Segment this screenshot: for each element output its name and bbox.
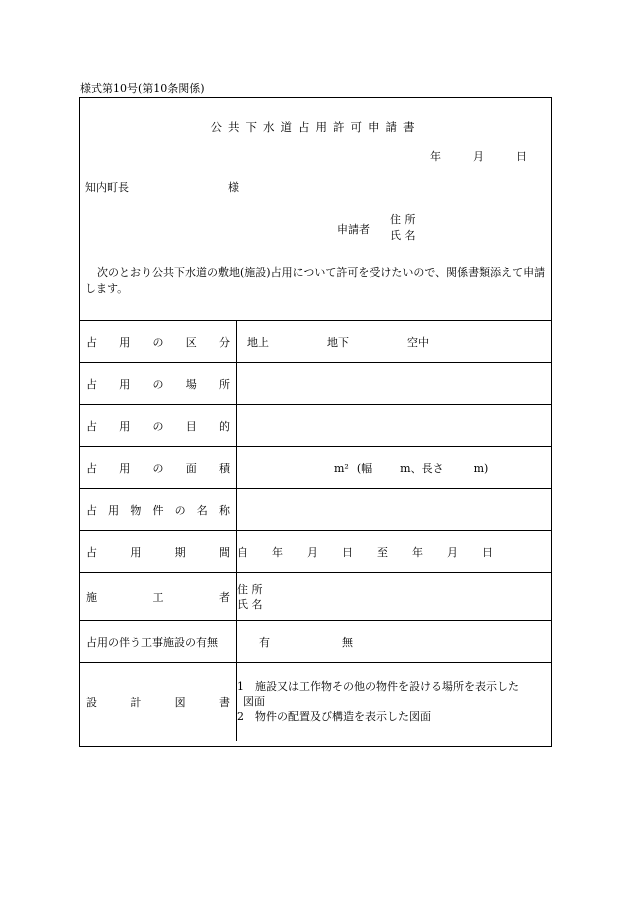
construction-facility-label: 占用の伴う工事施設の有無 — [86, 635, 218, 649]
addressee: 知内町長 — [85, 181, 129, 194]
table-row — [79, 321, 552, 363]
occupancy-place-label: 占 用 の 場 所 — [86, 377, 230, 391]
occupancy-area-field[interactable] — [237, 447, 553, 489]
occupancy-area-label: 占 用 の 面 積 — [86, 461, 230, 475]
table-row — [79, 531, 552, 573]
design-drawings-field — [237, 663, 553, 741]
area-close: m) — [473, 461, 489, 475]
width-label: (幅 — [356, 461, 373, 475]
day-label: 日 — [516, 150, 527, 163]
option-no[interactable]: 無 — [342, 635, 353, 649]
option-above-ground[interactable]: 地上 — [247, 335, 269, 349]
object-name-label: 占 用 物 件 の 名 称 — [86, 503, 230, 517]
construction-facility-field[interactable] — [237, 621, 553, 663]
occupancy-type-field[interactable] — [237, 321, 553, 363]
applicant-address-label: 住 所 — [390, 213, 416, 226]
option-airspace[interactable]: 空中 — [407, 335, 429, 349]
drawing-item-2: 2 物件の配置及び構造を表示した図面 — [237, 710, 431, 724]
table-row — [79, 621, 552, 663]
option-yes[interactable]: 有 — [259, 635, 270, 649]
applicant-name-label: 氏 名 — [390, 229, 416, 242]
applicant-label: 申請者 — [337, 223, 370, 236]
table-row — [79, 573, 552, 621]
from-label: 自 — [237, 545, 248, 559]
honorific: 様 — [228, 181, 239, 194]
length-label: m、長さ — [400, 461, 444, 475]
contractor-label: 施 工 者 — [86, 590, 230, 604]
occupancy-type-label: 占 用 の 区 分 — [86, 335, 230, 349]
contractor-address-label: 住 所 — [237, 582, 263, 596]
occupancy-place-field[interactable] — [237, 363, 553, 405]
drawing-item-1: 1 施設又は工作物その他の物件を設ける場所を表示した — [237, 680, 519, 694]
to-label: 至 — [377, 545, 388, 559]
details-table — [79, 320, 552, 741]
month-label: 月 — [473, 150, 484, 163]
table-row — [79, 663, 552, 741]
occupancy-period-label: 占 用 期 間 — [86, 545, 230, 559]
contractor-name-label: 氏 名 — [237, 597, 263, 611]
area-unit: m² — [334, 461, 349, 475]
year-label: 年 — [430, 150, 441, 163]
contractor-field[interactable] — [237, 573, 553, 621]
form-title: 公共下水道占用許可申請書 — [210, 120, 421, 134]
design-drawings-label: 設 計 図 書 — [86, 695, 230, 709]
intro-text: 次のとおり公共下水道の敷地(施設)占用について許可を受けたいので、関係書類添えて申請します。 — [85, 266, 546, 295]
occupancy-purpose-field[interactable] — [237, 405, 553, 447]
object-name-field[interactable] — [237, 489, 553, 531]
occupancy-purpose-label: 占 用 の 目 的 — [86, 419, 230, 433]
form-number: 様式第10号(第10条関係) — [80, 82, 205, 95]
drawing-item-1-cont: 図面 — [243, 695, 265, 709]
table-row — [79, 447, 552, 489]
date-line — [430, 148, 527, 164]
table-row — [79, 405, 552, 447]
occupancy-period-field[interactable]: 自 年 月 日 至 年 月 日 — [237, 531, 553, 573]
table-row — [79, 489, 552, 531]
table-row — [79, 363, 552, 405]
option-underground[interactable]: 地下 — [327, 335, 349, 349]
application-form — [79, 97, 552, 747]
